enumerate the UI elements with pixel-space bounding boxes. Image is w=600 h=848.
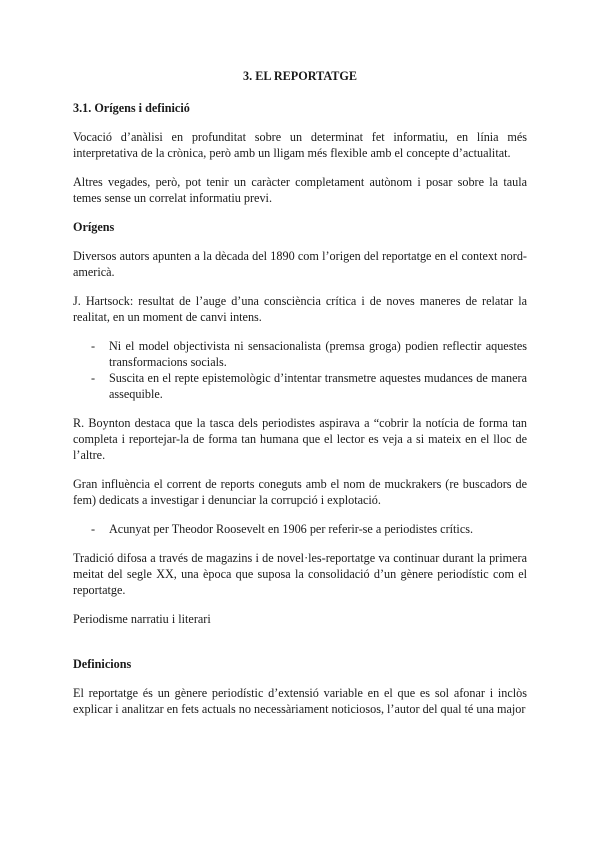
origens-paragraph-5: Tradició difosa a través de magazins i de novel·les-reportatge va continuar durant la primera meitat del segle XX, una època que suposa la consolidació d’un gènere periodístic com el reportatge. <box>73 551 527 597</box>
intro-paragraph-1: Vocació d’anàlisi en profunditat sobre un determinat fet informatiu, en línia més interpretativa de la crònica, però amb un lligam més flexible amb el concepte d’actualitat. <box>73 130 527 160</box>
origens-paragraph-1: Diversos autors apunten a la dècada del 1890 com l’origen del reportatge en el context nord-americà. <box>73 249 527 279</box>
intro-paragraph-2: Altres vegades, però, pot tenir un caràcter completament autònom i posar sobre la taula temes sense un correlat informatiu previ. <box>73 175 527 205</box>
list-item: - Acunyat per Theodor Roosevelt en 1906 per referir-se a periodistes crítics. <box>73 521 527 537</box>
list-item: - Suscita en el repte epistemològic d’intentar transmetre aquestes mudances de manera assequible. <box>73 370 527 402</box>
document-page <box>73 68 527 730</box>
document-title: 3. EL REPORTATGE <box>243 69 357 83</box>
spacer <box>73 640 527 656</box>
origens-bullet-list-1 <box>73 338 527 402</box>
origens-paragraph-2: J. Hartsock: resultat de l’auge d’una consciència crítica i de noves maneres de relatar la realitat, en un moment de canvi intens. <box>73 294 527 324</box>
definicions-paragraph-1: El reportatge és un gènere periodístic d’extensió variable en el que es sol afonar i inclòs explicar i analitzar en fets actuals no necessàriament noticiosos, l’autor del qual té una major <box>73 686 527 716</box>
section-heading: 3.1. Orígens i definició <box>73 101 190 115</box>
list-item: - Ni el model objectivista ni sensacionalista (premsa groga) podien reflectir aquestes transformacions socials. <box>73 338 527 370</box>
origens-paragraph-6: Periodisme narratiu i literari <box>73 612 211 626</box>
origens-bullet-list-2 <box>73 521 527 537</box>
definicions-heading: Definicions <box>73 657 132 671</box>
origens-paragraph-4: Gran influència el corrent de reports coneguts amb el nom de muckrakers (re buscadors de fem) dedicats a investigar i denunciar la corrupció i explotació. <box>73 477 527 507</box>
origens-heading: Orígens <box>73 220 115 234</box>
origens-paragraph-3: R. Boynton destaca que la tasca dels periodistes aspirava a “cobrir la notícia de forma tan completa i reportejar-la de forma tan humana que el lector es veja a si mateix en el lloc de l’altre. <box>73 416 527 462</box>
